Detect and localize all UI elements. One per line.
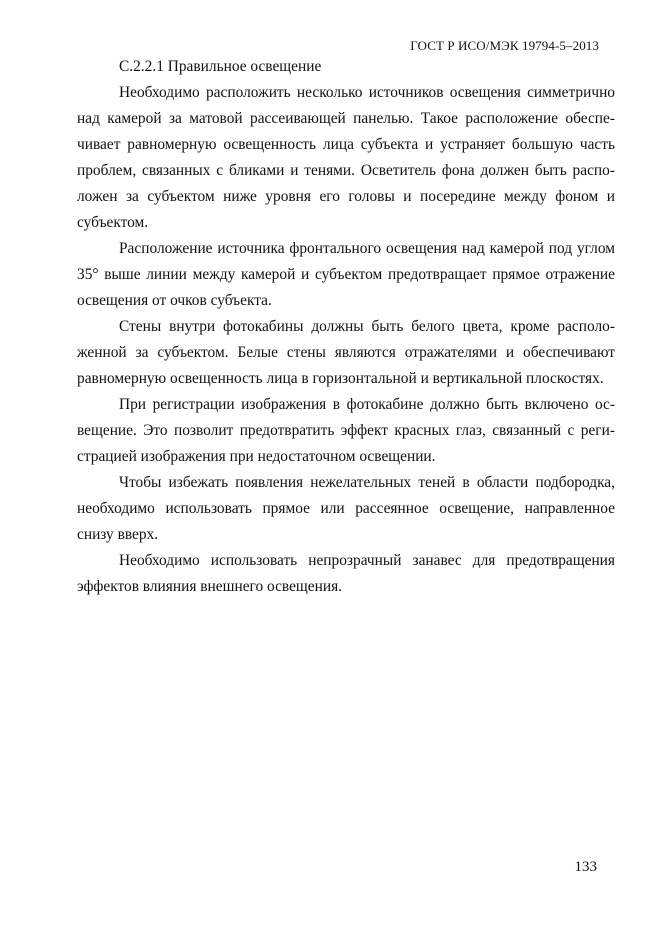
paragraph-3: Стены внутри фотокабины должны быть белого цвета, кроме расположенной за субъектом. Белые стены являются отражателями и обеспечивают равномерную освещенность лица в горизонтальной и вертикальной плоскостях. [77, 318, 615, 387]
body-text [77, 54, 615, 600]
standard-header: ГОСТ Р ИСО/МЭК 19794-5–2013 [410, 38, 599, 53]
section-heading: С.2.2.1 Правильное освещение [119, 58, 322, 75]
page-number: 133 [574, 859, 597, 875]
paragraph-2: Расположение источника фронтального освещения над камерой под углом 35° выше линии между камерой и субъектом предотвращает прямое отражение освещения от очков субъекта. [77, 240, 615, 309]
paragraph-1: Необходимо расположить несколько источников освещения симметрично над камерой за матовой рассеивающей панелью. Такое расположение обеспечивает равномерную освещенность лица субъекта и устраняет большую часть проблем, связанных с бликами и тенями. Осветитель фона должен быть расположен за субъектом ниже уровня его головы и посередине между фоном и субъектом. [77, 84, 615, 231]
paragraph-5: Чтобы избежать появления нежелательных теней в области подбородка, необходимо использовать прямое или рассеянное освещение, направленное снизу вверх. [77, 474, 615, 543]
paragraph-6: Необходимо использовать непрозрачный занавес для предотвращения эффектов влияния внешнего освещения. [77, 552, 615, 595]
paragraph-4: При регистрации изображения в фотокабине должно быть включено освещение. Это позволит предотвратить эффект красных глаз, связанный с регистрацией изображения при недостаточном освещении. [77, 396, 615, 465]
